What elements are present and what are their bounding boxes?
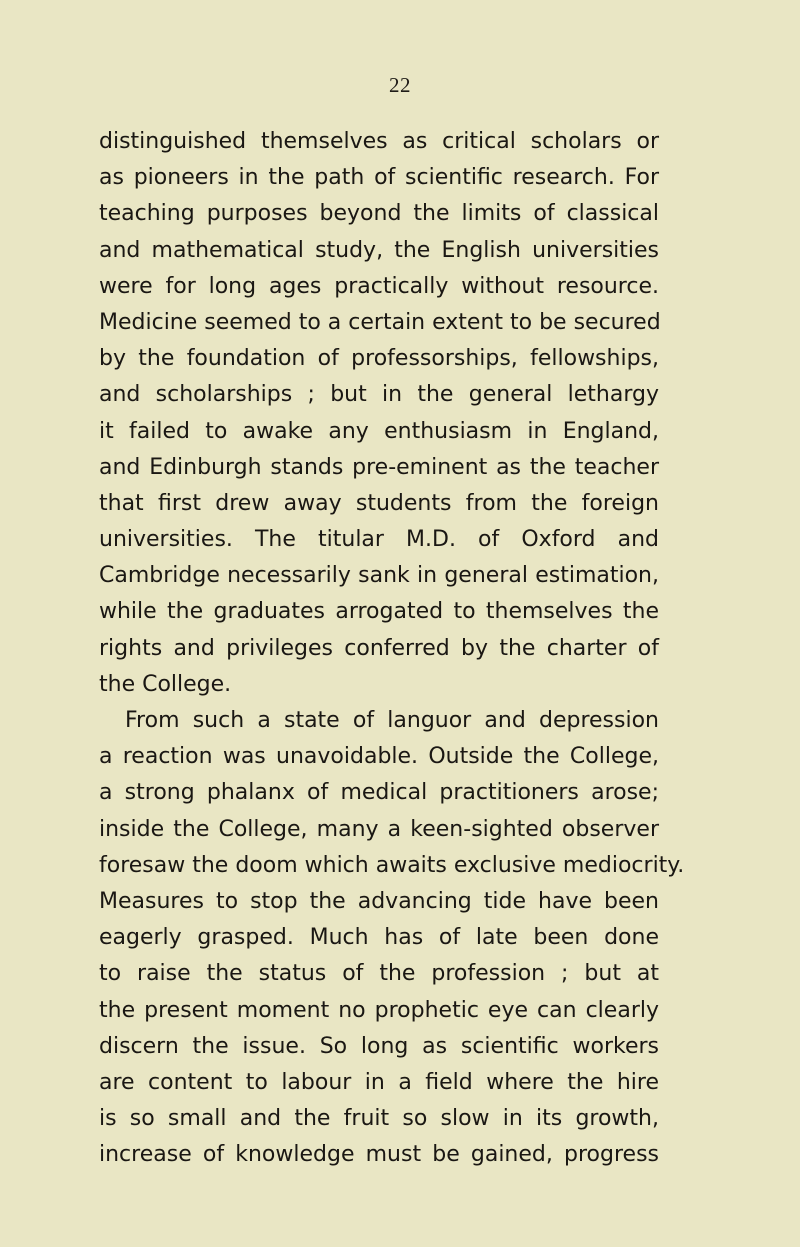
text-line: that first drew away students from the foreign — [99, 490, 659, 516]
text-line: were for long ages practically without resource. — [99, 273, 659, 299]
text-line: inside the College, many a keen-sighted observer — [99, 816, 659, 842]
text-line-paragraph-end: the College. — [99, 671, 232, 697]
text-line: as pioneers in the path of scientific research. For — [99, 165, 659, 191]
text-line: the present moment no prophetic eye can clearly — [99, 997, 659, 1023]
text-line: and scholarships ; but in the general lethargy — [99, 382, 659, 408]
text-line: discern the issue. So long as scientific workers — [99, 1033, 659, 1059]
text-line: eagerly grasped. Much has of late been done — [99, 925, 659, 951]
text-line: by the foundation of professorships, fellowships, — [99, 346, 659, 372]
text-line: rights and privileges conferred by the charter of — [99, 635, 659, 661]
text-line: Medicine seemed to a certain extent to be secured — [99, 309, 661, 335]
page-number: 22 — [389, 73, 411, 97]
text-line: increase of knowledge must be gained, progress — [99, 1142, 659, 1168]
text-line: is so small and the fruit so slow in its growth, — [99, 1106, 659, 1132]
body-text — [99, 124, 685, 1173]
text-line: universities. The titular M.D. of Oxford and — [99, 527, 659, 553]
text-line: it failed to awake any enthusiasm in England, — [99, 418, 659, 444]
text-line: while the graduates arrogated to themselves the — [99, 599, 659, 625]
text-line: teaching purposes beyond the limits of classical — [99, 201, 659, 227]
text-line-paragraph-start: From such a state of languor and depression — [125, 708, 659, 733]
text-line: a strong phalanx of medical practitioners arose; — [99, 780, 659, 806]
text-line: Measures to stop the advancing tide have been — [99, 888, 659, 914]
text-line: and Edinburgh stands pre-eminent as the teacher — [99, 454, 659, 480]
text-line: foresaw the doom which awaits exclusive mediocrity. — [99, 852, 685, 878]
text-line: and mathematical study, the English universities — [99, 237, 659, 263]
text-line: a reaction was unavoidable. Outside the College, — [99, 744, 659, 770]
text-line: are content to labour in a field where the hire — [99, 1069, 659, 1095]
text-line: Cambridge necessarily sank in general estimation, — [99, 563, 659, 589]
text-line: distinguished themselves as critical scholars or — [99, 129, 659, 154]
text-line: to raise the status of the profession ; but at — [99, 961, 659, 987]
